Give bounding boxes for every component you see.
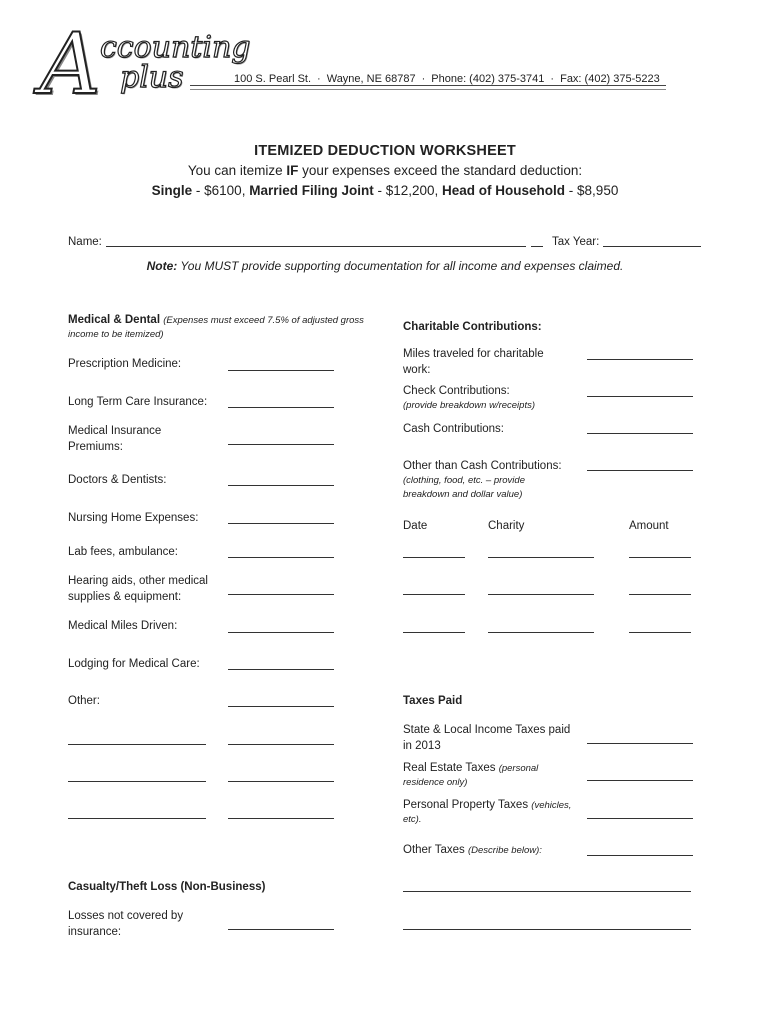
- column-charity: Charity: [488, 520, 525, 532]
- logo-text-line2: plus: [120, 60, 184, 95]
- losses-label: Losses not covered by: [68, 910, 184, 922]
- losses-label-2: insurance:: [68, 926, 122, 938]
- noncash-contributions-note: (clothing, food, etc. – provide: [403, 475, 525, 486]
- real-estate-taxes-note: residence only): [403, 777, 468, 788]
- street-address: 100 S. Pearl St.: [234, 73, 312, 85]
- page-title: ITEMIZED DEDUCTION WORKSHEET: [254, 143, 516, 159]
- charity-amount-3[interactable]: [629, 632, 691, 633]
- charity-amount-1[interactable]: [629, 557, 691, 558]
- prescription-field[interactable]: [228, 370, 334, 371]
- hearing-aids-field[interactable]: [228, 594, 334, 595]
- city-state-zip: Wayne, NE 68787: [326, 73, 416, 85]
- phone-number: Phone: (402) 375-3741: [431, 73, 545, 85]
- name-field[interactable]: [106, 246, 526, 247]
- prescription-label: Prescription Medicine:: [68, 358, 182, 370]
- other-medical-desc-2[interactable]: [68, 781, 206, 782]
- noncash-contributions-note-2: breakdown and dollar value): [403, 489, 523, 500]
- tax-year-label: Tax Year:: [552, 236, 600, 248]
- check-contributions-field[interactable]: [587, 396, 693, 397]
- standard-deduction-limits: Single - $6100, Married Filing Joint - $12,200, Head of Household - $8,950: [151, 183, 619, 198]
- taxes-heading: Taxes Paid: [403, 695, 463, 707]
- charity-miles-label-2: work:: [403, 364, 431, 376]
- hearing-aids-label-2: supplies & equipment:: [68, 591, 182, 603]
- real-estate-taxes-label: Real Estate Taxes (personal: [403, 762, 539, 774]
- charity-date-3[interactable]: [403, 632, 465, 633]
- other-taxes-label: Other Taxes (Describe below):: [403, 844, 542, 856]
- other-medical-field[interactable]: [228, 706, 334, 707]
- charity-name-3[interactable]: [488, 632, 594, 633]
- other-taxes-description-1[interactable]: [403, 891, 691, 892]
- name-field-extra[interactable]: [531, 246, 543, 247]
- noncash-contributions-field[interactable]: [587, 470, 693, 471]
- charity-name-2[interactable]: [488, 594, 594, 595]
- doctors-field[interactable]: [228, 485, 334, 486]
- real-estate-taxes-field[interactable]: [587, 780, 693, 781]
- casualty-heading: Casualty/Theft Loss (Non-Business): [68, 881, 266, 893]
- medical-insurance-label: Medical Insurance: [68, 425, 162, 437]
- other-medical-desc-1[interactable]: [68, 744, 206, 745]
- documentation-note: Note: You MUST provide supporting documentation for all income and expenses claimed.: [146, 259, 624, 273]
- charity-miles-label: Miles traveled for charitable: [403, 348, 544, 360]
- other-medical-desc-3[interactable]: [68, 818, 206, 819]
- state-taxes-label-2: in 2013: [403, 740, 441, 752]
- subtitle: You can itemize IF your expenses exceed the standard deduction:: [187, 163, 583, 178]
- column-date: Date: [403, 520, 428, 532]
- column-amount: Amount: [629, 520, 669, 532]
- long-term-care-label: Long Term Care Insurance:: [68, 396, 208, 408]
- long-term-care-field[interactable]: [228, 407, 334, 408]
- personal-property-taxes-label: Personal Property Taxes (vehicles,: [403, 799, 572, 811]
- other-taxes-field[interactable]: [587, 855, 693, 856]
- medical-insurance-field[interactable]: [228, 444, 334, 445]
- medical-heading: Medical & Dental (Expenses must exceed 7.5% of adjusted gross: [68, 314, 364, 326]
- other-taxes-description-2[interactable]: [403, 929, 691, 930]
- doctors-label: Doctors & Dentists:: [68, 474, 167, 486]
- charity-date-1[interactable]: [403, 557, 465, 558]
- noncash-contributions-label: Other than Cash Contributions:: [403, 460, 562, 472]
- charity-date-2[interactable]: [403, 594, 465, 595]
- other-medical-amount-3[interactable]: [228, 818, 334, 819]
- check-contributions-label: Check Contributions:: [403, 385, 510, 397]
- personal-property-taxes-field[interactable]: [587, 818, 693, 819]
- nursing-home-label: Nursing Home Expenses:: [68, 512, 199, 524]
- medical-miles-field[interactable]: [228, 632, 334, 633]
- check-contributions-note: (provide breakdown w/receipts): [403, 400, 536, 411]
- lab-fees-label: Lab fees, ambulance:: [68, 546, 178, 558]
- logo-initial: A: [40, 15, 101, 113]
- medical-heading-note: income to be itemized): [68, 329, 164, 340]
- medical-insurance-label-2: Premiums:: [68, 441, 123, 453]
- other-medical-label: Other:: [68, 695, 100, 707]
- header-divider: [190, 89, 666, 90]
- nursing-home-field[interactable]: [228, 523, 334, 524]
- other-medical-amount-2[interactable]: [228, 781, 334, 782]
- losses-field[interactable]: [228, 929, 334, 930]
- fax-number: Fax: (402) 375-5223: [560, 73, 660, 85]
- lab-fees-field[interactable]: [228, 557, 334, 558]
- cash-contributions-field[interactable]: [587, 433, 693, 434]
- lodging-field[interactable]: [228, 669, 334, 670]
- address-line: 100 S. Pearl St. · Wayne, NE 68787 · Phone: (402) 375-3741 · Fax: (402) 375-5223: [190, 72, 666, 86]
- charity-name-1[interactable]: [488, 557, 594, 558]
- tax-year-field[interactable]: [603, 246, 701, 247]
- state-taxes-field[interactable]: [587, 743, 693, 744]
- lodging-label: Lodging for Medical Care:: [68, 658, 200, 670]
- charity-amount-2[interactable]: [629, 594, 691, 595]
- other-medical-amount-1[interactable]: [228, 744, 334, 745]
- charitable-heading: Charitable Contributions:: [403, 321, 542, 333]
- personal-property-taxes-note: etc).: [403, 814, 422, 825]
- charity-miles-field[interactable]: [587, 359, 693, 360]
- logo-text-line1: ccounting: [100, 30, 251, 65]
- state-taxes-label: State & Local Income Taxes paid: [403, 724, 571, 736]
- cash-contributions-label: Cash Contributions:: [403, 423, 504, 435]
- hearing-aids-label: Hearing aids, other medical: [68, 575, 208, 587]
- name-label: Name:: [68, 236, 102, 248]
- medical-miles-label: Medical Miles Driven:: [68, 620, 178, 632]
